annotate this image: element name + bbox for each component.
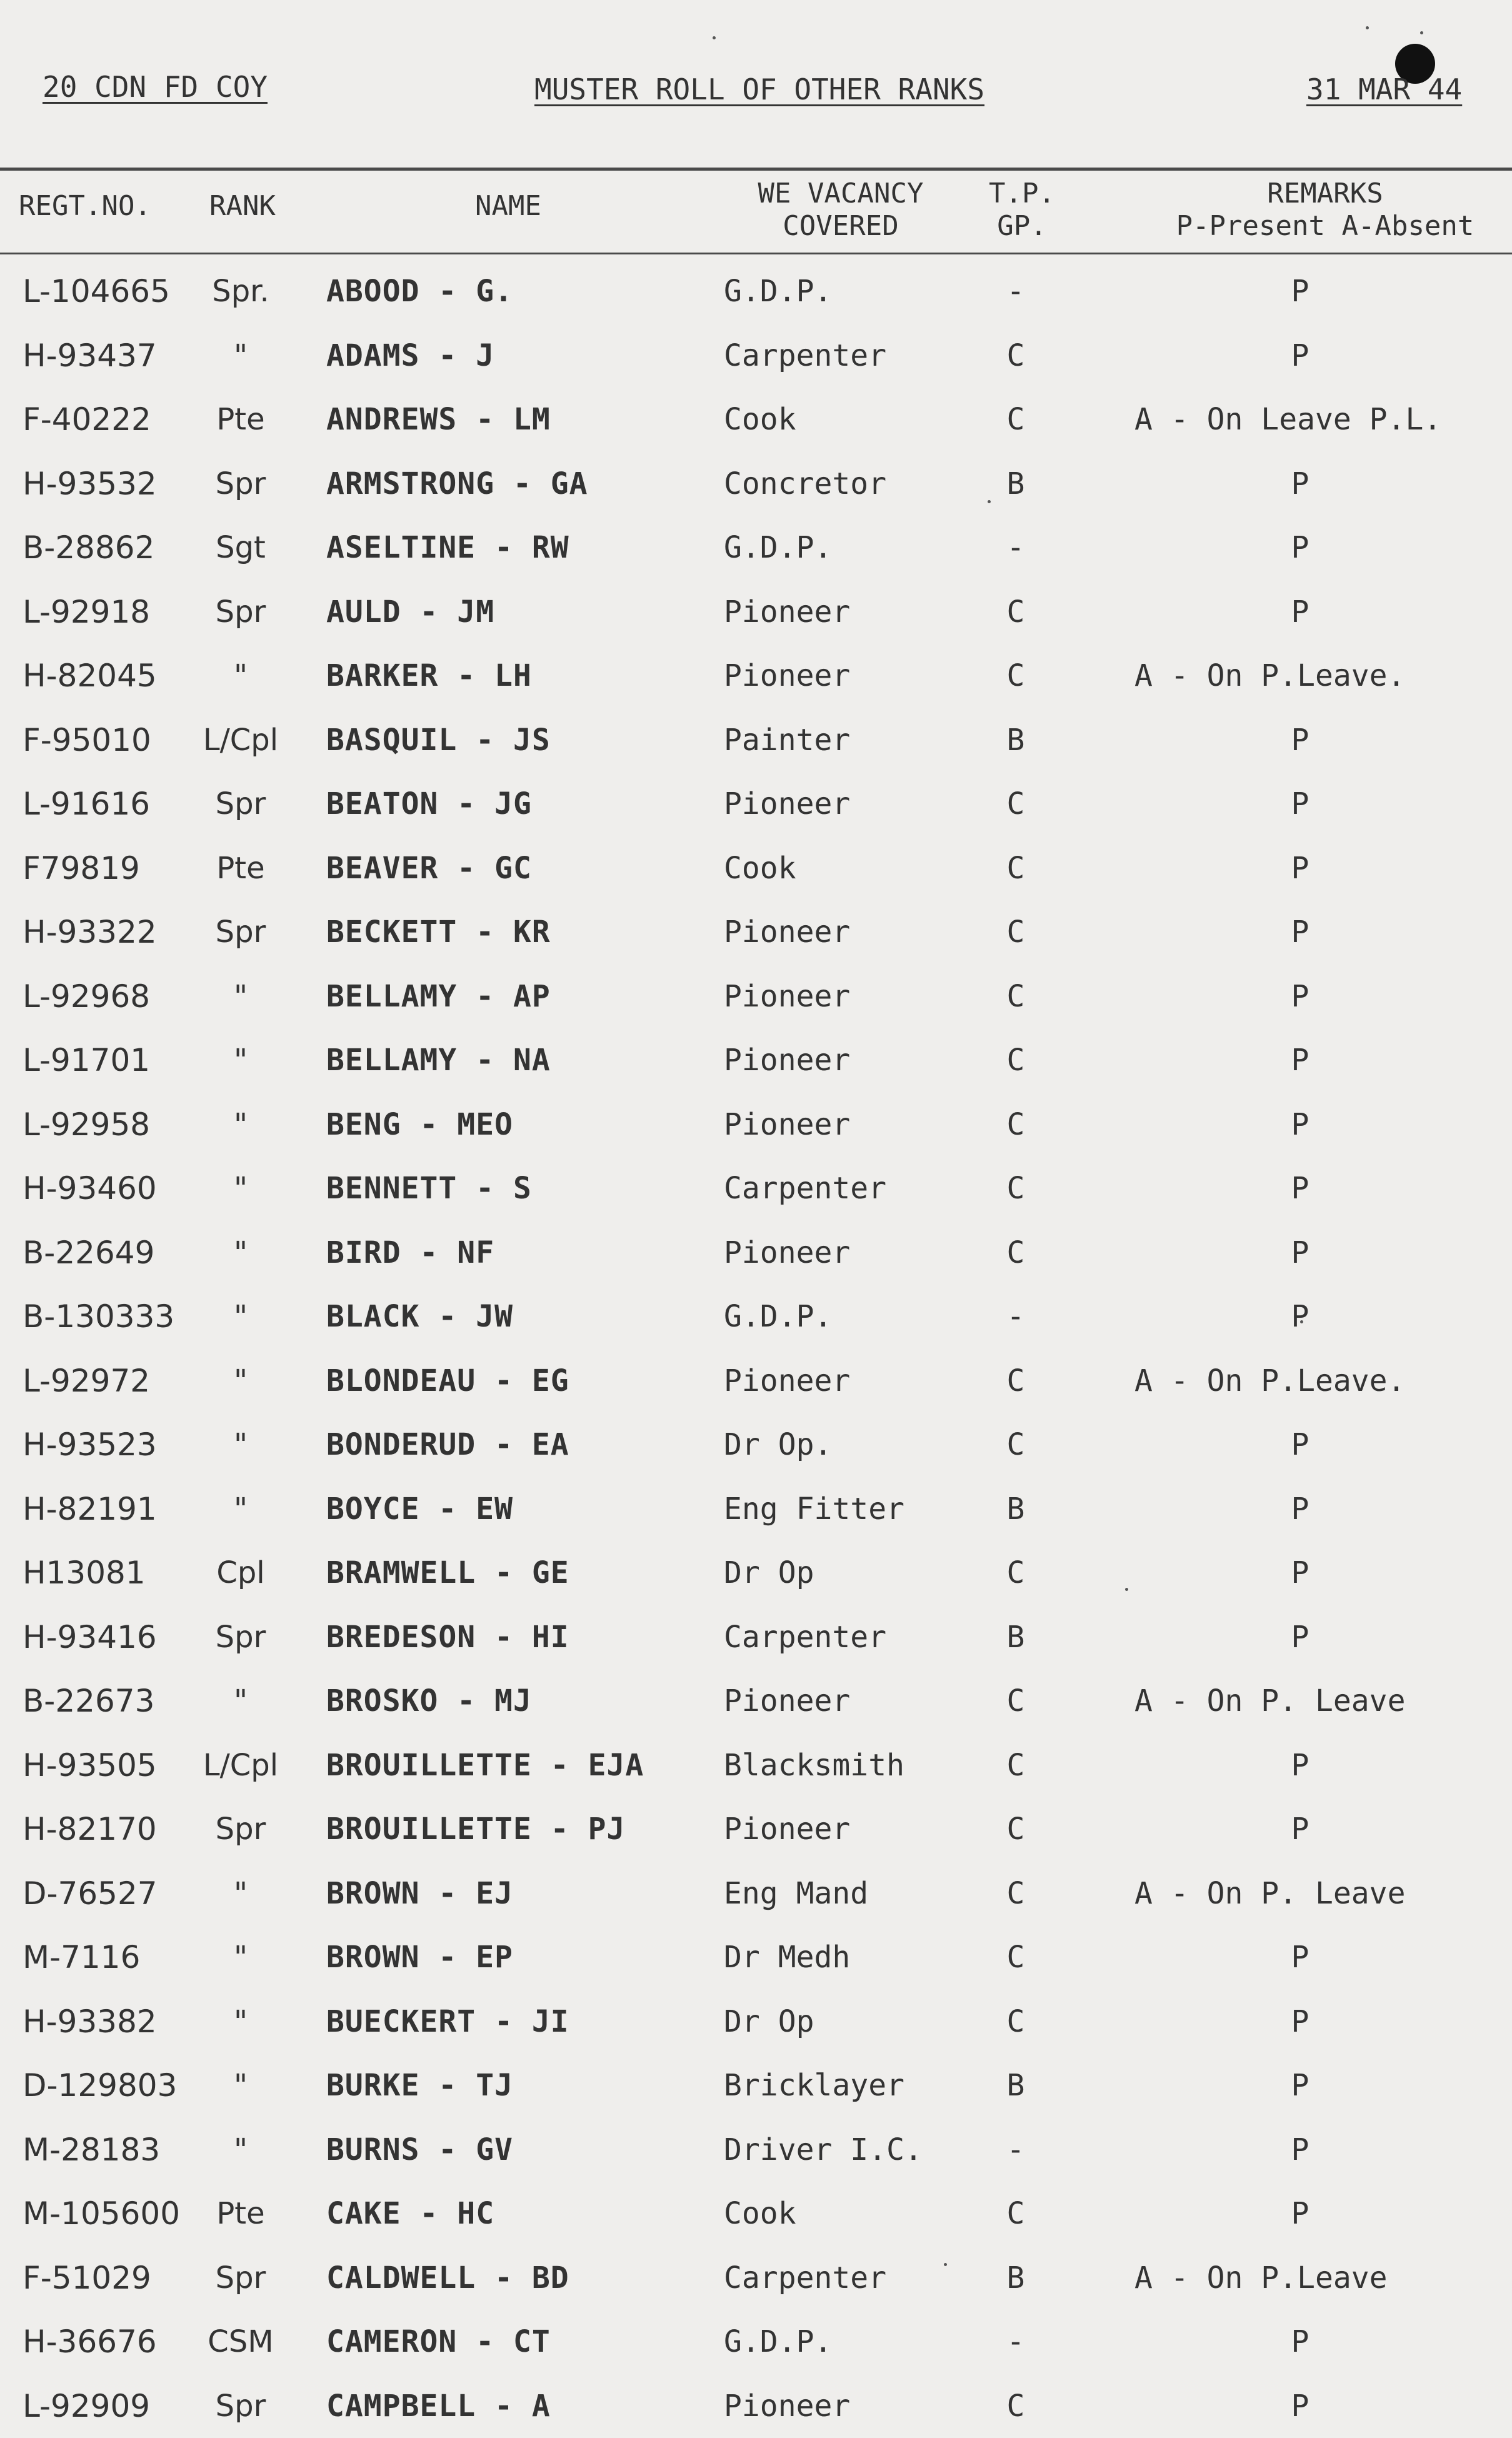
remark: A - On Leave P.L. [1134, 402, 1442, 437]
regt-number: L-92958 [23, 1106, 151, 1143]
regt-number: B-22649 [23, 1234, 155, 1271]
remark: P [1291, 1043, 1309, 1078]
col-remarks-line2: P-Present A-Absent [1176, 210, 1474, 242]
tp-group: - [1006, 2324, 1025, 2359]
soldier-name: BROWN - EP [326, 1940, 513, 1975]
we-vacancy: Pioneer [724, 1235, 851, 1270]
we-vacancy: G.D.P. [724, 274, 833, 309]
regt-number: H-82045 [23, 658, 157, 694]
unit-name: 20 CDN FD COY [43, 70, 268, 104]
soldier-name: BELLAMY - NA [326, 1043, 551, 1078]
we-vacancy: G.D.P. [724, 2324, 833, 2359]
column-header-rule [0, 253, 1512, 254]
we-vacancy: Carpenter [724, 2260, 887, 2295]
rank: Spr [215, 2388, 266, 2424]
rank: " [233, 1491, 248, 1527]
rank: " [233, 1171, 248, 1206]
remark: P [1291, 1106, 1309, 1142]
rank: " [233, 1427, 248, 1462]
we-vacancy: Cook [724, 2196, 796, 2231]
regt-number: H-93322 [23, 914, 157, 950]
rank: Spr [215, 2260, 266, 2295]
we-vacancy: Carpenter [724, 1619, 887, 1655]
ink-speck [713, 36, 716, 39]
we-vacancy: Eng Mand [724, 1875, 869, 1911]
table-row [0, 2374, 1512, 2438]
regt-number: D-129803 [23, 2067, 178, 2104]
rank: L/Cpl [203, 1747, 279, 1783]
rank: Spr [215, 1619, 266, 1655]
table-row [0, 1221, 1512, 1285]
table-row [0, 1925, 1512, 1989]
rank: Spr [215, 915, 266, 950]
we-vacancy: Pioneer [724, 658, 851, 693]
remark: A - On P.Leave. [1134, 1363, 1406, 1398]
tp-group: C [1006, 338, 1025, 373]
tp-group: B [1006, 2068, 1025, 2103]
tp-group: - [1006, 530, 1025, 565]
table-row [0, 1028, 1512, 1092]
we-vacancy: Pioneer [724, 1363, 851, 1398]
tp-group: C [1006, 1235, 1025, 1270]
soldier-name: BIRD - NF [326, 1235, 495, 1270]
we-vacancy: Cook [724, 850, 796, 886]
regt-number: L-91701 [23, 1042, 151, 1078]
remark: P [1291, 594, 1309, 630]
we-vacancy: Pioneer [724, 1043, 851, 1078]
soldier-name: BURNS - GV [326, 2132, 513, 2167]
remark: P [1291, 1491, 1309, 1527]
table-row [0, 324, 1512, 388]
tp-group: C [1006, 1171, 1025, 1206]
regt-number: L-92918 [23, 593, 151, 630]
regt-number: M-105600 [23, 2195, 181, 2232]
we-vacancy: Carpenter [724, 1171, 887, 1206]
tp-group: C [1006, 1747, 1025, 1783]
table-row [0, 1285, 1512, 1348]
table-row [0, 965, 1512, 1028]
rank: Pte [216, 402, 265, 437]
document-date: 31 MAR 44 [1306, 73, 1463, 106]
we-vacancy: Pioneer [724, 1106, 851, 1142]
regt-number: M-28183 [23, 2131, 161, 2168]
tp-group: C [1006, 1683, 1025, 1718]
we-vacancy: Pioneer [724, 915, 851, 950]
table-row [0, 1733, 1512, 1797]
soldier-name: BRAMWELL - GE [326, 1555, 569, 1590]
rank: " [233, 1683, 248, 1718]
tp-group: C [1006, 1555, 1025, 1590]
soldier-name: BELLAMY - AP [326, 978, 551, 1014]
we-vacancy: Pioneer [724, 786, 851, 821]
table-row [0, 452, 1512, 516]
soldier-name: ABOOD - G. [326, 274, 513, 309]
tp-group: C [1006, 594, 1025, 630]
rank: " [233, 1875, 248, 1911]
tp-group: B [1006, 466, 1025, 501]
we-vacancy: G.D.P. [724, 1299, 833, 1334]
rank: Pte [216, 2196, 265, 2231]
we-vacancy: Dr Medh [724, 1940, 851, 1975]
remark: P [1291, 1171, 1309, 1206]
table-row [0, 1669, 1512, 1733]
rank: " [233, 2004, 248, 2039]
soldier-name: ASELTINE - RW [326, 530, 569, 565]
soldier-name: BROWN - EJ [326, 1875, 513, 1911]
rank: Pte [216, 850, 265, 886]
we-vacancy: Blacksmith [724, 1747, 904, 1783]
regt-number: F-40222 [23, 401, 151, 438]
remark: A - On P.Leave. [1134, 658, 1406, 693]
table-row [0, 2310, 1512, 2374]
remark: P [1291, 274, 1309, 309]
remark: P [1291, 2388, 1309, 2424]
tp-group: C [1006, 978, 1025, 1014]
regt-number: B-22673 [23, 1683, 155, 1719]
we-vacancy: Concretor [724, 466, 887, 501]
rank: " [233, 338, 248, 373]
regt-number: L-104665 [23, 273, 170, 309]
soldier-name: BENNETT - S [326, 1171, 532, 1206]
remark: A - On P.Leave [1134, 2260, 1388, 2295]
col-name: NAME [475, 190, 541, 222]
table-row [0, 259, 1512, 323]
regt-number: H-93460 [23, 1170, 157, 1206]
rank: L/Cpl [203, 722, 279, 758]
we-vacancy: Driver I.C. [724, 2132, 923, 2167]
rank: " [233, 1106, 248, 1142]
regt-number: F79819 [23, 850, 140, 886]
we-vacancy: Carpenter [724, 338, 887, 373]
regt-number: L-92968 [23, 978, 151, 1015]
col-rank: RANK [209, 190, 276, 222]
soldier-name: CAKE - HC [326, 2196, 495, 2231]
table-row [0, 2118, 1512, 2182]
regt-number: H-93416 [23, 1618, 157, 1655]
soldier-name: BLACK - JW [326, 1299, 513, 1334]
we-vacancy: Pioneer [724, 1683, 851, 1718]
regt-number: H-93523 [23, 1427, 157, 1463]
col-remarks-line1: REMARKS [1267, 178, 1383, 209]
table-row [0, 2246, 1512, 2310]
rank: Spr. [212, 274, 269, 309]
we-vacancy: Pioneer [724, 594, 851, 630]
table-row [0, 708, 1512, 772]
we-vacancy: Dr Op [724, 1555, 814, 1590]
soldier-name: BREDESON - HI [326, 1619, 569, 1655]
tp-group: C [1006, 658, 1025, 693]
rank: " [233, 1363, 248, 1398]
tp-group: C [1006, 1043, 1025, 1078]
soldier-name: BASQUIL - JS [326, 722, 551, 758]
regt-number: H13081 [23, 1555, 146, 1591]
regt-number: F-95010 [23, 721, 151, 758]
table-row [0, 2182, 1512, 2245]
remark: P [1291, 850, 1309, 886]
col-remarks [1150, 178, 1500, 243]
tp-group: C [1006, 2196, 1025, 2231]
remark: P [1291, 1427, 1309, 1462]
rank: " [233, 978, 248, 1014]
remark: P [1291, 466, 1309, 501]
table-row [0, 1862, 1512, 1925]
rank: Spr [215, 466, 266, 501]
tp-group: C [1006, 2388, 1025, 2424]
soldier-name: ARMSTRONG - GA [326, 466, 588, 501]
tp-group: C [1006, 2004, 1025, 2039]
table-row [0, 1605, 1512, 1669]
we-vacancy: Dr Op. [724, 1427, 833, 1462]
col-tp-line2: GP. [997, 210, 1047, 242]
regt-number: L-92972 [23, 1362, 151, 1399]
regt-number: B-28862 [23, 529, 155, 566]
tp-group: C [1006, 1363, 1025, 1398]
remark: P [1291, 2004, 1309, 2039]
soldier-name: BOYCE - EW [326, 1491, 513, 1527]
table-row [0, 836, 1512, 900]
soldier-name: BONDERUD - EA [326, 1427, 569, 1462]
remark: P [1291, 2196, 1309, 2231]
table-row [0, 1990, 1512, 2054]
rank: " [233, 1043, 248, 1078]
tp-group: C [1006, 1812, 1025, 1847]
soldier-name: ADAMS - J [326, 338, 495, 373]
remark: A - On P. Leave [1134, 1875, 1406, 1911]
regt-number: L-92909 [23, 2387, 151, 2424]
remark: P [1291, 722, 1309, 758]
rank: " [233, 1235, 248, 1270]
regt-number: F-51029 [23, 2259, 151, 2296]
remark: P [1291, 1235, 1309, 1270]
remark: P [1291, 2132, 1309, 2167]
remark: P [1291, 1299, 1309, 1334]
table-row [0, 1541, 1512, 1605]
remark: P [1291, 1747, 1309, 1783]
table-row [0, 644, 1512, 708]
col-tp-group [981, 178, 1063, 243]
rank: " [233, 1940, 248, 1975]
tp-group: C [1006, 915, 1025, 950]
regt-number: H-93382 [23, 2003, 157, 2040]
tp-group: C [1006, 1106, 1025, 1142]
we-vacancy: Bricklayer [724, 2068, 904, 2103]
tp-group: B [1006, 2260, 1025, 2295]
remark: P [1291, 338, 1309, 373]
rank: " [233, 658, 248, 693]
tp-group: - [1006, 274, 1025, 309]
soldier-name: CAMERON - CT [326, 2324, 551, 2359]
rank: Spr [215, 1812, 266, 1847]
regt-number: B-130333 [23, 1298, 175, 1335]
ink-speck [1420, 31, 1423, 34]
rank: Cpl [216, 1555, 265, 1590]
tp-group: C [1006, 1875, 1025, 1911]
soldier-name: BUECKERT - JI [326, 2004, 569, 2039]
table-row [0, 516, 1512, 579]
soldier-name: BURKE - TJ [326, 2068, 513, 2103]
regt-number: H-82170 [23, 1811, 157, 1847]
we-vacancy: Cook [724, 402, 796, 437]
we-vacancy: Eng Fitter [724, 1491, 904, 1527]
col-we-vacancy [734, 178, 947, 243]
col-we-line2: COVERED [783, 210, 899, 242]
we-vacancy: Dr Op [724, 2004, 814, 2039]
regt-number: L-91616 [23, 786, 151, 822]
we-vacancy: Painter [724, 722, 851, 758]
tp-group: C [1006, 402, 1025, 437]
remark: P [1291, 1940, 1309, 1975]
table-row [0, 1156, 1512, 1220]
we-vacancy: Pioneer [724, 978, 851, 1014]
tp-group: B [1006, 722, 1025, 758]
regt-number: H-36676 [23, 2324, 157, 2360]
remark: P [1291, 915, 1309, 950]
remark: P [1291, 2068, 1309, 2103]
soldier-name: BEAVER - GC [326, 850, 532, 886]
soldier-name: BENG - MEO [326, 1106, 513, 1142]
table-row [0, 1349, 1512, 1413]
table-row [0, 580, 1512, 644]
we-vacancy: G.D.P. [724, 530, 833, 565]
remark: A - On P. Leave [1134, 1683, 1406, 1718]
ink-speck [1366, 26, 1369, 29]
remark: P [1291, 2324, 1309, 2359]
soldier-name: BROUILLETTE - PJ [326, 1812, 626, 1847]
table-row [0, 1797, 1512, 1861]
remark: P [1291, 978, 1309, 1014]
soldier-name: BARKER - LH [326, 658, 532, 693]
table-row [0, 1093, 1512, 1156]
rank: " [233, 2132, 248, 2167]
remark: P [1291, 1619, 1309, 1655]
tp-group: C [1006, 786, 1025, 821]
remark: P [1291, 1812, 1309, 1847]
table-row [0, 1413, 1512, 1477]
col-tp-line1: T.P. [989, 178, 1055, 209]
soldier-name: BLONDEAU - EG [326, 1363, 569, 1398]
regt-number: H-82191 [23, 1490, 157, 1527]
rank: " [233, 2068, 248, 2103]
table-row [0, 388, 1512, 451]
tp-group: C [1006, 1427, 1025, 1462]
tp-group: C [1006, 1940, 1025, 1975]
document-title: MUSTER ROLL OF OTHER RANKS [534, 73, 985, 106]
table-row [0, 900, 1512, 964]
tp-group: B [1006, 1619, 1025, 1655]
soldier-name: BROSKO - MJ [326, 1683, 532, 1718]
rank: Spr [215, 786, 266, 821]
tp-group: - [1006, 2132, 1025, 2167]
tp-group: - [1006, 1299, 1025, 1334]
regt-number: M-7116 [23, 1939, 141, 1975]
soldier-name: AULD - JM [326, 594, 495, 630]
col-regt-no: REGT.NO. [19, 190, 151, 222]
tp-group: C [1006, 850, 1025, 886]
soldier-name: BROUILLETTE - EJA [326, 1747, 644, 1783]
regt-number: H-93437 [23, 337, 157, 374]
table-row [0, 772, 1512, 836]
regt-number: H-93505 [23, 1747, 157, 1783]
rank: " [233, 1299, 248, 1334]
rank: Spr [215, 594, 266, 630]
remark: P [1291, 786, 1309, 821]
header-rule [0, 168, 1512, 171]
rank: Sgt [216, 530, 266, 565]
col-we-line1: WE VACANCY [758, 178, 924, 209]
remark: P [1291, 1555, 1309, 1590]
regt-number: D-76527 [23, 1875, 158, 1912]
table-row [0, 1477, 1512, 1541]
soldier-name: BEATON - JG [326, 786, 532, 821]
we-vacancy: Pioneer [724, 1812, 851, 1847]
tp-group: B [1006, 1491, 1025, 1527]
soldier-name: ANDREWS - LM [326, 402, 551, 437]
we-vacancy: Pioneer [724, 2388, 851, 2424]
soldier-name: BECKETT - KR [326, 915, 551, 950]
soldier-name: CAMPBELL - A [326, 2388, 551, 2424]
regt-number: H-93532 [23, 465, 157, 502]
table-row [0, 2054, 1512, 2117]
rank: CSM [208, 2324, 274, 2359]
remark: P [1291, 530, 1309, 565]
soldier-name: CALDWELL - BD [326, 2260, 569, 2295]
